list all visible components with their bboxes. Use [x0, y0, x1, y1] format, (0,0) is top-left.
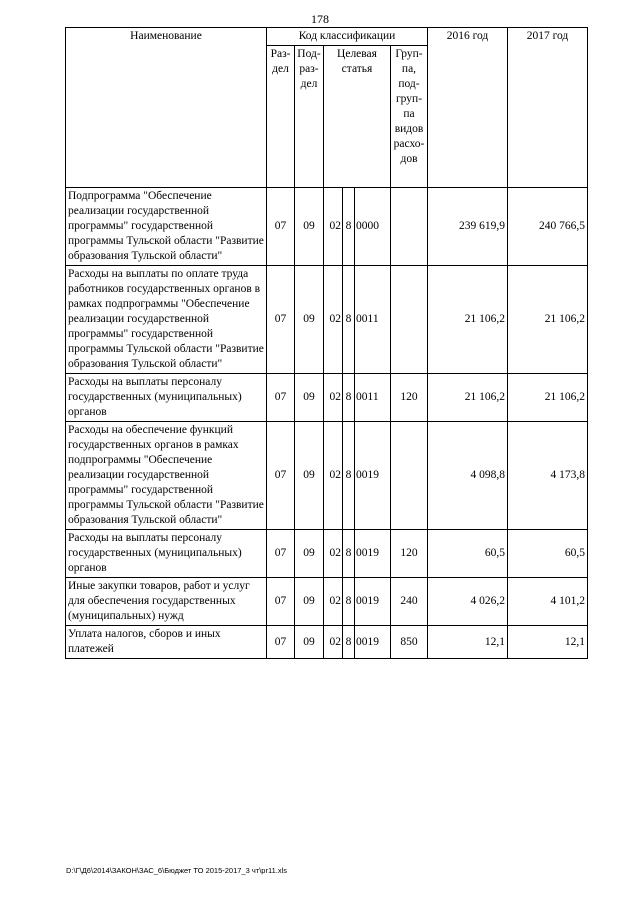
header-section: Раз- дел — [267, 46, 295, 188]
row-section: 07 — [267, 626, 295, 659]
row-name: Расходы на выплаты персоналу государственных (муниципальных) органов — [66, 374, 267, 422]
row-expense-group: 120 — [391, 530, 428, 578]
row-target-article-part1: 02 — [324, 626, 343, 659]
row-name: Подпрограмма "Обеспечение реализации государственной программы" государственной программы Тульской области "Развитие образования Тульской области" — [66, 188, 267, 266]
row-name: Уплата налогов, сборов и иных платежей — [66, 626, 267, 659]
row-section: 07 — [267, 374, 295, 422]
row-target-article-part2: 8 — [343, 530, 355, 578]
row-amount-2017: 240 766,5 — [508, 188, 588, 266]
table-row — [66, 188, 588, 266]
row-target-article-part3: 0011 — [355, 266, 391, 374]
row-subsection: 09 — [295, 374, 324, 422]
row-target-article-part3: 0019 — [355, 422, 391, 530]
row-amount-2017: 12,1 — [508, 626, 588, 659]
row-target-article-part1: 02 — [324, 374, 343, 422]
table-row — [66, 578, 588, 626]
row-subsection: 09 — [295, 530, 324, 578]
row-subsection: 09 — [295, 578, 324, 626]
row-target-article-part2: 8 — [343, 626, 355, 659]
row-amount-2017: 4 101,2 — [508, 578, 588, 626]
row-expense-group: 120 — [391, 374, 428, 422]
row-section: 07 — [267, 530, 295, 578]
header-code: Код классификации — [267, 28, 428, 46]
row-target-article-part1: 02 — [324, 188, 343, 266]
header-year-2017: 2017 год — [508, 28, 588, 188]
table-row — [66, 374, 588, 422]
row-amount-2016: 21 106,2 — [428, 266, 508, 374]
row-amount-2016: 60,5 — [428, 530, 508, 578]
row-amount-2016: 4 026,2 — [428, 578, 508, 626]
header-row-top — [66, 28, 588, 46]
row-section: 07 — [267, 266, 295, 374]
row-section: 07 — [267, 578, 295, 626]
row-name: Расходы на выплаты по оплате труда работников государственных органов в рамках подпрограммы "Обеспечение реализации государственной программы" государственной программы Тульской области "Развитие образования Тульской области" — [66, 266, 267, 374]
row-subsection: 09 — [295, 188, 324, 266]
row-target-article-part1: 02 — [324, 530, 343, 578]
header-group: Груп- па, под- груп- па видов расхо- дов — [391, 46, 428, 188]
row-amount-2017: 60,5 — [508, 530, 588, 578]
row-expense-group: 850 — [391, 626, 428, 659]
header-name: Наименование — [66, 28, 267, 188]
row-target-article-part1: 02 — [324, 578, 343, 626]
row-target-article-part3: 0000 — [355, 188, 391, 266]
header-year-2016: 2016 год — [428, 28, 508, 188]
row-amount-2017: 4 173,8 — [508, 422, 588, 530]
header-subsection: Под- раз- дел — [295, 46, 324, 188]
table-row — [66, 626, 588, 659]
table-row — [66, 530, 588, 578]
row-expense-group: 240 — [391, 578, 428, 626]
row-target-article-part3: 0011 — [355, 374, 391, 422]
budget-table — [65, 27, 588, 659]
header-target-article: Целевая статья — [324, 46, 391, 188]
file-path-footer: D:\Г\Д6\2014\ЗАКОН\ЗАС_6\Бюджет ТО 2015-2017_3 чт\pr11.xls — [66, 866, 287, 875]
row-amount-2016: 21 106,2 — [428, 374, 508, 422]
row-target-article-part3: 0019 — [355, 530, 391, 578]
table-row — [66, 422, 588, 530]
row-target-article-part2: 8 — [343, 374, 355, 422]
row-target-article-part1: 02 — [324, 266, 343, 374]
row-target-article-part3: 0019 — [355, 626, 391, 659]
row-target-article-part2: 8 — [343, 578, 355, 626]
row-amount-2016: 4 098,8 — [428, 422, 508, 530]
row-expense-group — [391, 422, 428, 530]
row-target-article-part1: 02 — [324, 422, 343, 530]
row-section: 07 — [267, 422, 295, 530]
row-target-article-part2: 8 — [343, 422, 355, 530]
row-subsection: 09 — [295, 266, 324, 374]
row-name: Расходы на обеспечение функций государственных органов в рамках подпрограммы "Обеспечение реализации государственной программы" государственной программы Тульской области "Развитие образования Тульской области" — [66, 422, 267, 530]
row-target-article-part2: 8 — [343, 266, 355, 374]
row-amount-2017: 21 106,2 — [508, 266, 588, 374]
row-amount-2017: 21 106,2 — [508, 374, 588, 422]
row-expense-group — [391, 188, 428, 266]
row-subsection: 09 — [295, 422, 324, 530]
row-expense-group — [391, 266, 428, 374]
row-subsection: 09 — [295, 626, 324, 659]
row-target-article-part3: 0019 — [355, 578, 391, 626]
row-amount-2016: 12,1 — [428, 626, 508, 659]
row-amount-2016: 239 619,9 — [428, 188, 508, 266]
row-target-article-part2: 8 — [343, 188, 355, 266]
row-name: Расходы на выплаты персоналу государственных (муниципальных) органов — [66, 530, 267, 578]
row-name: Иные закупки товаров, работ и услуг для обеспечения государственных (муниципальных) нужд — [66, 578, 267, 626]
table-row — [66, 266, 588, 374]
page-number: 178 — [311, 12, 329, 26]
row-section: 07 — [267, 188, 295, 266]
